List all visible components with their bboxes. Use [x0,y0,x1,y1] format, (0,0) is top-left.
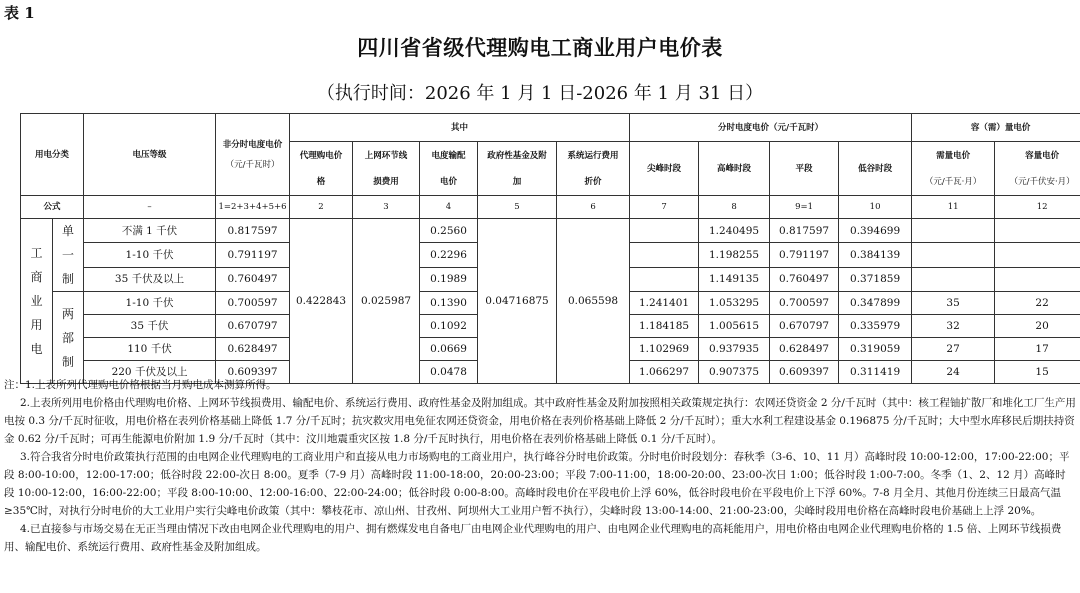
peak-cell: 0.937935 [699,338,770,361]
proxy-price-cell: 0.422843 [290,219,353,384]
voltage-cell: 不满 1 千伏 [84,219,216,243]
grid-price-cell: 0.2560 [420,219,478,243]
formula-cell: 11 [912,196,995,219]
demand-cell: 24 [912,361,995,384]
header-peak: 高峰时段 [699,142,770,196]
header-text: 电价 [440,176,458,187]
flat-cell: 0.670797 [770,315,839,338]
header-text: 折价 [584,176,602,187]
table-row [21,219,1080,243]
valley-cell: 0.394699 [839,219,912,243]
voltage-cell: 35 千伏及以上 [84,267,216,291]
page-title: 四川省省级代理购电工商业用户电价表 [357,35,723,60]
grid-price-cell: 0.1092 [420,315,478,338]
header-proxy-price [290,142,353,196]
header-system-cost [557,142,630,196]
capacity-cell: 15 [995,361,1080,384]
price-cell: 0.791197 [216,243,290,267]
peak-cell: 1.240495 [699,219,770,243]
sharp-cell [630,267,699,291]
demand-cell: 32 [912,315,995,338]
flat-cell: 0.760497 [770,267,839,291]
price-cell: 0.628497 [216,338,290,361]
category-two-part [53,292,84,384]
formula-cell: 1=2+3+4+5+6 [216,196,290,219]
formula-cell: 7 [630,196,699,219]
capacity-cell [995,243,1080,267]
peak-cell: 0.907375 [699,361,770,384]
demand-cell [912,267,995,291]
valley-cell: 0.319059 [839,338,912,361]
flat-cell: 0.700597 [770,292,839,315]
valley-cell: 0.335979 [839,315,912,338]
peak-cell: 1.198255 [699,243,770,267]
gov-fund-cell: 0.04716875 [478,219,557,384]
header-tou-group: 分时电度电价（元/千瓦时） [630,114,912,142]
sharp-cell: 1.184185 [630,315,699,338]
grid-price-cell: 0.0669 [420,338,478,361]
voltage-cell: 1-10 千伏 [84,292,216,315]
header-text: 非分时电度电价 [222,139,283,150]
formula-cell: 3 [353,196,420,219]
sharp-cell: 1.102969 [630,338,699,361]
demand-cell: 35 [912,292,995,315]
header-peak-sharp: 尖峰时段 [630,142,699,196]
demand-cell [912,243,995,267]
table-number-label: 表 1 [4,4,35,22]
execution-period: （执行时间：2026 年 1 月 1 日-2026 年 1 月 31 日） [316,83,764,104]
category-char: 一 [62,248,75,262]
formula-cell: 10 [839,196,912,219]
capacity-cell: 22 [995,292,1080,315]
peak-cell: 1.149135 [699,267,770,291]
demand-cell [912,219,995,243]
header-unit: （元/千瓦时） [225,159,280,170]
formula-cell: 公式 [21,196,84,219]
transmission-loss-cell: 0.025987 [353,219,420,384]
price-cell: 0.760497 [216,267,290,291]
header-unit: （元/千瓦·月） [924,176,982,187]
note-1: 注：1.上表所列代理购电价格根据当月购电成本测算所得。 [4,379,277,391]
header-text: 容量电价 [1025,150,1060,161]
header-category: 用电分类 [21,114,84,196]
header-grid-price [420,142,478,196]
note-2: 2.上表所列用电价格由代理购电价格、上网环节线损费用、输配电价、系统运行费用、政府性基金及附加组成。其中政府性基金及附加按照相关政策规定执行：农网还贷资金 2 分/千瓦时（其中：核工程铀扩散厂和堆化工厂生产用电按 0.3 分/千瓦时征收，用电价格在表列价格基础上降低 1.7 分/千瓦时；抗灾救灾用电免征农网还贷资金，用电价格在表列价格基础上降低 2 分/千瓦时）；重大水利工程建设基金 0.196875 分/千瓦时；大中型水库移民后期扶持资金 0.62 分/千瓦时；可再生能源电价附加 1.9 分/千瓦时（其中：汶川地震重灾区按 1.8 分/千瓦时执行，用电价格在表列价格基础上降低 0.1 分/千瓦时）。 [4,397,1076,445]
sharp-cell [630,219,699,243]
voltage-cell: 110 千伏 [84,338,216,361]
notes-section [4,376,1076,556]
header-text: 损费用 [373,176,399,187]
category-char: 制 [62,272,75,286]
header-transmission-loss [353,142,420,196]
price-cell: 0.817597 [216,219,290,243]
note-3: 3.符合我省分时电价政策执行范围的由电网企业代理购电的工商业用户和直接从电力市场购电的工商业用户，执行峰谷分时电价政策。分时电价时段划分：春秋季（3-6、10、11 月）高峰时段 10:00-12:00，17:00-22:00；平段 8:00-10:00，12:00-17:00；低谷时段 22:00-次日 8:00。夏季（7-9 月）高峰时段 11:00-18:00，20:00-23:00；平段 7:00-11:00，18:00-20:00、23:00-次日 1:00；低谷时段 1:00-7:00。冬季（1、2、12 月）高峰时段 10:00-12:00，16:00-22:00；平段 8:00-10:00、12:00-16:00、22:00-24:00；低谷时段 0:00-8:00。高峰时段电价在平段电价上浮 60%，低谷时段电价在平段电价上下浮 60%。7-8 月全月、其他月份连续三日最高气温≥35℃时，对执行分时电价的大工业用户实行尖峰电价政策（其中：攀枝花市、凉山州、甘孜州、阿坝州大工业用户暂不执行），尖峰时段 13:00-14:00、21:00-23:00，尖峰时段用电价格在高峰时段电价基础上上浮 20%。 [4,451,1070,517]
category-char: 用 [30,318,43,332]
capacity-cell [995,267,1080,291]
category-char: 单 [62,224,75,238]
capacity-cell: 17 [995,338,1080,361]
formula-cell: – [84,196,216,219]
voltage-cell: 1-10 千伏 [84,243,216,267]
capacity-cell: 20 [995,315,1080,338]
category-char: 部 [62,330,75,345]
header-text: 电度输配 [431,150,466,161]
formula-cell: 9=1 [770,196,839,219]
header-text: 系统运行费用 [567,150,619,161]
peak-cell: 1.005615 [699,315,770,338]
header-text: 需量电价 [936,150,971,161]
flat-cell: 0.628497 [770,338,839,361]
formula-cell: 2 [290,196,353,219]
demand-cell: 27 [912,338,995,361]
system-cost-cell: 0.065598 [557,219,630,384]
header-text: 加 [512,176,522,187]
header-valley: 低谷时段 [839,142,912,196]
capacity-cell [995,219,1080,243]
sharp-cell: 1.066297 [630,361,699,384]
voltage-cell: 35 千伏 [84,315,216,338]
header-text: 格 [316,176,326,187]
valley-cell: 0.384139 [839,243,912,267]
header-text: 代理购电价 [299,150,343,161]
header-voltage: 电压等级 [84,114,216,196]
formula-cell: 4 [420,196,478,219]
header-text: 上网环节线 [364,150,408,161]
flat-cell: 0.791197 [770,243,839,267]
flat-cell: 0.609397 [770,361,839,384]
sharp-cell [630,243,699,267]
flat-cell: 0.817597 [770,219,839,243]
grid-price-cell: 0.0478 [420,361,478,384]
category-char: 两 [62,306,75,321]
header-capacity-group: 容（需）量电价 [912,114,1080,142]
price-cell: 0.700597 [216,292,290,315]
header-capacity-price [995,142,1080,196]
header-gov-fund [478,142,557,196]
grid-price-cell: 0.1390 [420,292,478,315]
category-char: 制 [62,354,75,369]
formula-cell: 6 [557,196,630,219]
category-single-part [53,219,84,292]
header-unit: （元/千伏安·月） [1009,176,1075,187]
category-char: 工 [30,246,43,260]
price-cell: 0.670797 [216,315,290,338]
voltage-cell: 220 千伏及以上 [84,361,216,384]
formula-cell: 12 [995,196,1080,219]
price-table [20,113,1080,384]
formula-row [21,196,1080,219]
sharp-cell: 1.241401 [630,292,699,315]
grid-price-cell: 0.1989 [420,267,478,291]
grid-price-cell: 0.2296 [420,243,478,267]
valley-cell: 0.371859 [839,267,912,291]
valley-cell: 0.347899 [839,292,912,315]
header-demand-price [912,142,995,196]
header-non-tou-price [216,114,290,196]
header-among: 其中 [290,114,630,142]
header-text: 政府性基金及附 [487,150,547,161]
formula-cell: 8 [699,196,770,219]
valley-cell: 0.311419 [839,361,912,384]
note-4: 4.已直接参与市场交易在无正当理由情况下改由电网企业代理购电的用户、拥有燃煤发电自备电厂由电网企业代理购电的用户、由电网企业代理购电的高耗能用户，用电价格由电网企业代理购电价格的 1.5 倍、上网环节线损费用、输配电价、系统运行费用、政府性基金及附加组成。 [4,523,1062,553]
category-char: 电 [30,342,43,356]
category-char: 业 [30,294,43,308]
peak-cell: 1.053295 [699,292,770,315]
formula-cell: 5 [478,196,557,219]
header-flat: 平段 [770,142,839,196]
price-cell: 0.609397 [216,361,290,384]
category-industrial-commercial [21,219,53,384]
category-char: 商 [30,270,43,284]
